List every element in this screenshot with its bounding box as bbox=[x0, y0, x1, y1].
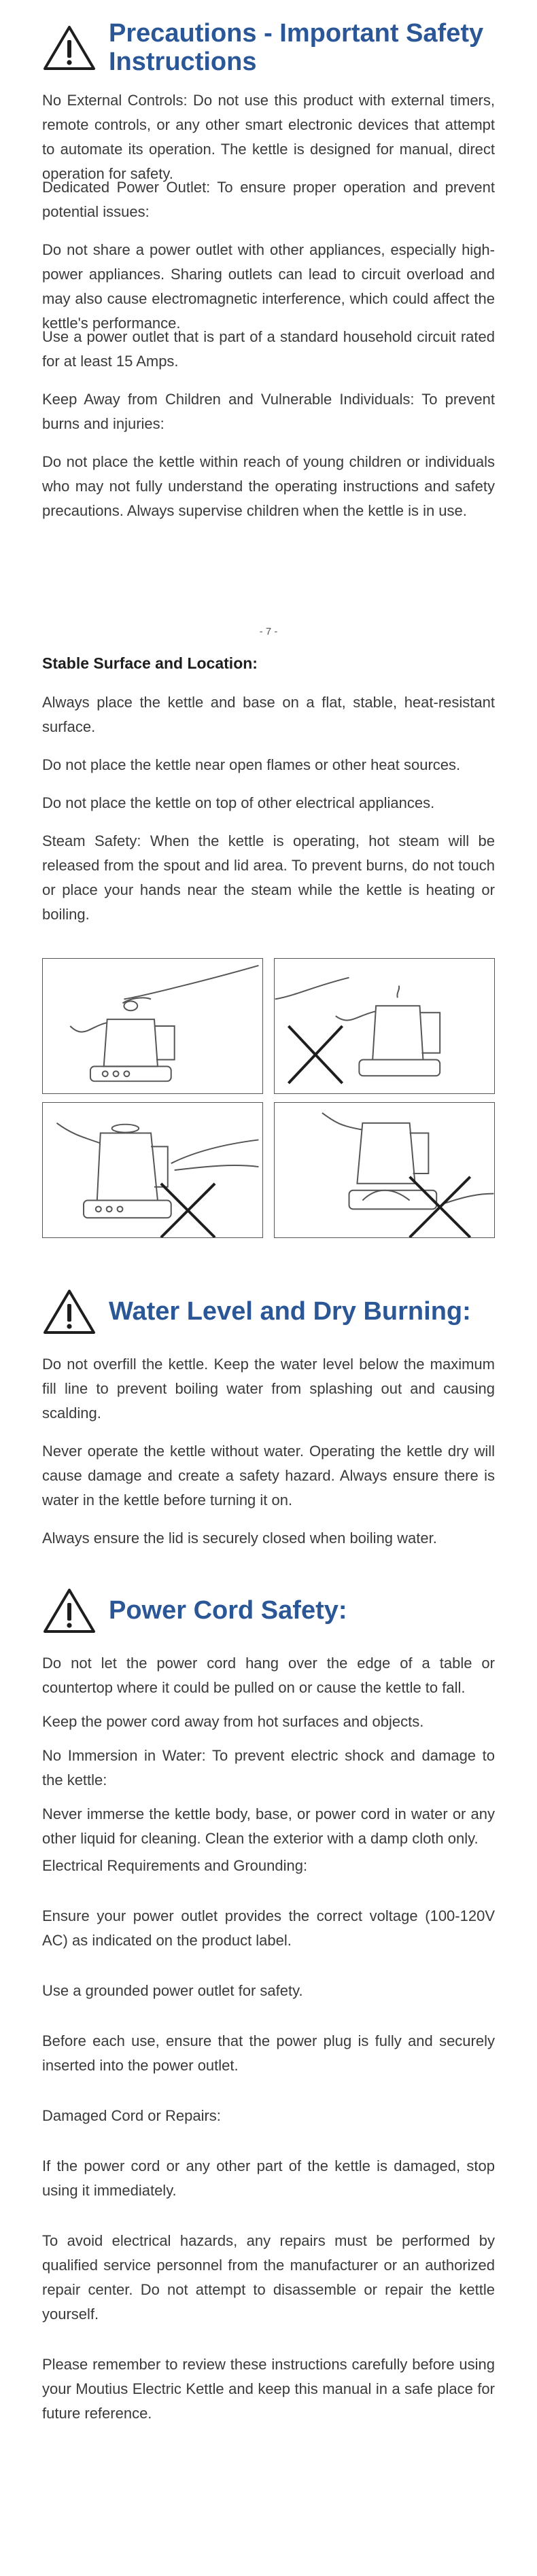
paragraph: Do not place the kettle on top of other electrical appliances. bbox=[42, 794, 435, 811]
illustration-panel-correct-handle bbox=[42, 958, 263, 1094]
paragraph: Please remember to review these instructions carefully before using your Moutius Electric Kettle and keep this manual in a safe place for future reference. bbox=[42, 2356, 495, 2422]
paragraph: Use a grounded power outlet for safety. bbox=[42, 1982, 303, 1999]
kettle-spout-hand-illustration bbox=[43, 1103, 262, 1237]
paragraph: Steam Safety: When the kettle is operating, hot steam will be released from the spout and lid area. To prevent burns, do not touch or place your hands near the steam while the kettle is heating or boiling. bbox=[42, 832, 495, 923]
warning-triangle-icon bbox=[42, 1288, 97, 1335]
steam-safety-illustration bbox=[42, 958, 495, 1243]
page-number: - 7 - bbox=[259, 626, 278, 637]
paragraph: Always place the kettle and base on a flat, stable, heat-resistant surface. bbox=[42, 694, 495, 735]
section-title: Power Cord Safety: bbox=[109, 1596, 347, 1625]
paragraph: Do not share a power outlet with other appliances, especially high-power appliances. Sharing outlets can lead to circuit overload and may also cause electromagnetic interference, which could affect the kettle's performance. bbox=[42, 241, 495, 332]
paragraph: Do not place the kettle near open flames or other heat sources. bbox=[42, 756, 461, 773]
paragraph: Do not place the kettle within reach of young children or individuals who may not fully understand the operating instructions and safety precautions. Always supervise children when the kettle is in use. bbox=[42, 453, 495, 519]
illustration-panel-no-base bbox=[274, 1102, 495, 1238]
water-level-body bbox=[42, 1352, 495, 1551]
warning-triangle-icon bbox=[42, 1587, 97, 1634]
paragraph: No Immersion in Water: To prevent electric shock and damage to the kettle: bbox=[42, 1747, 495, 1788]
paragraph: Before each use, ensure that the power plug is fully and securely inserted into the power outlet. bbox=[42, 2032, 495, 2074]
precautions-body bbox=[42, 88, 495, 548]
illustration-panel-no-steam bbox=[274, 958, 495, 1094]
subheading: Damaged Cord or Repairs: bbox=[42, 2107, 221, 2124]
section-title: Precautions - Important Safety Instructions bbox=[109, 19, 484, 76]
section-heading-precautions bbox=[42, 19, 489, 76]
paragraph: Dedicated Power Outlet: To ensure proper operation and prevent potential issues: bbox=[42, 179, 495, 220]
subheading: Electrical Requirements and Grounding: bbox=[42, 1857, 308, 1874]
warning-triangle-icon bbox=[42, 24, 97, 71]
paragraph: Ensure your power outlet provides the correct voltage (100-120V AC) as indicated on the product label. bbox=[42, 1907, 495, 1949]
paragraph: Never immerse the kettle body, base, or power cord in water or any other liquid for cleaning. Clean the exterior with a damp cloth only. bbox=[42, 1805, 495, 1847]
kettle-lid-hand-illustration bbox=[43, 959, 262, 1093]
section-heading-power-cord bbox=[42, 1587, 347, 1634]
section-heading-water-level bbox=[42, 1288, 471, 1335]
paragraph: Always ensure the lid is securely closed when boiling water. bbox=[42, 1530, 437, 1547]
power-cord-body bbox=[42, 1651, 495, 2426]
paragraph: If the power cord or any other part of the kettle is damaged, stop using it immediately. bbox=[42, 2157, 495, 2199]
cross-mark-icon bbox=[161, 1184, 215, 1237]
cross-mark-icon bbox=[288, 1026, 342, 1083]
stable-surface-body bbox=[42, 651, 495, 927]
paragraph: Never operate the kettle without water. Operating the kettle dry will cause damage and create a safety hazard. Always ensure there is water in the kettle before turning it on. bbox=[42, 1443, 495, 1508]
subheading: Stable Surface and Location: bbox=[42, 654, 258, 672]
kettle-steam-hand-illustration bbox=[275, 959, 494, 1093]
paragraph: To avoid electrical hazards, any repairs must be performed by qualified service personnel from the manufacturer or an authorized repair center. Do not attempt to disassemble or repair the kettle yourself. bbox=[42, 2232, 495, 2323]
kettle-base-hand-illustration bbox=[275, 1103, 494, 1237]
illustration-panel-no-spout bbox=[42, 1102, 263, 1238]
paragraph: Keep the power cord away from hot surfaces and objects. bbox=[42, 1713, 424, 1730]
paragraph: Use a power outlet that is part of a standard household circuit rated for at least 15 Amps. bbox=[42, 328, 495, 370]
section-title: Water Level and Dry Burning: bbox=[109, 1297, 471, 1326]
paragraph: Do not let the power cord hang over the edge of a table or countertop where it could be pulled on or cause the kettle to fall. bbox=[42, 1655, 495, 1696]
paragraph: Keep Away from Children and Vulnerable Individuals: To prevent burns and injuries: bbox=[42, 391, 495, 432]
cross-mark-icon bbox=[410, 1177, 470, 1237]
paragraph: No External Controls: Do not use this product with external timers, remote controls, or any other smart electronic devices that attempt to automate its operation. The kettle is designed for manual, direct operation for safety. bbox=[42, 92, 495, 182]
paragraph: Do not overfill the kettle. Keep the water level below the maximum fill line to prevent boiling water from splashing out and causing scalding. bbox=[42, 1356, 495, 1422]
